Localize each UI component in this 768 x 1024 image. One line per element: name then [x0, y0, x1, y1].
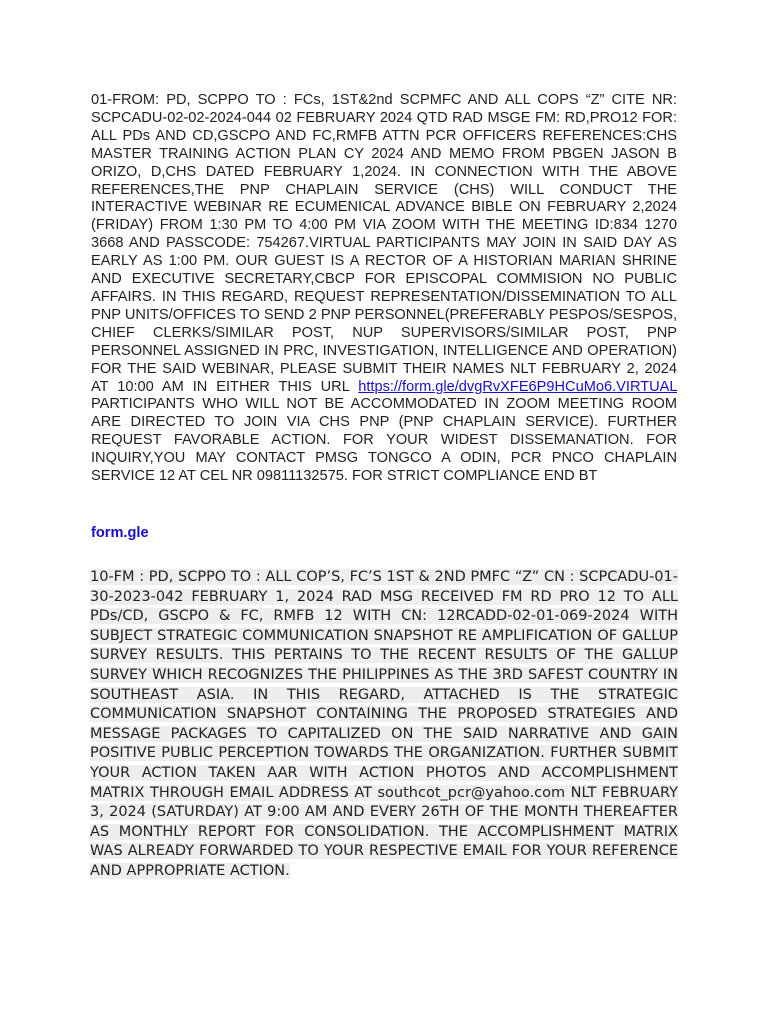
message-1-text: 01-FROM: PD, SCPPO TO : FCs, 1ST&2nd SCPMFC AND ALL COPS “Z” CITE NR: SCPCADU-02-02-2024-044 02 FEBRUARY 2024 QTD RAD MSGE FM: RD,PRO12 FOR: ALL PDs AND CD,GSCPO AND FC,RMFB ATTN PCR OFFICERS REFERENCES:CHS MASTER TRAINING ACTION PLAN CY 2024 AND MEMO FROM PBGEN JASON B ORIZO, D,CHS DATED FEBRUARY 1,2024. IN CONNECTION WITH THE ABOVE REFERENCES,THE PNP CHAPLAIN SERVICE (CHS) WILL CONDUCT THE INTERACTIVE WEBINAR RE ECUMENICAL ADVANCE BIBLE ON FEBRUARY 2,2024 (FRIDAY) FROM 1:30 PM TO 4:00 PM VIA ZOOM WITH THE MEETING ID:834 1270 3668 AND PASSCODE: 754267.VIRTUAL PARTICIPANTS MAY JOIN IN SAID DAY AS EARLY AS 1:00 PM. OUR GUEST IS A RECTOR OF A HISTORIAN MARIAN SHRINE AND EXECUTIVE SECRETARY,CBCP FOR EPISCOPAL COMMISION NO PUBLIC AFFAIRS. IN THIS REGARD, REQUEST REPRESENTATION/DISSEMINATION TO ALL PNP UNITS/OFFICES TO SEND 2 PNP PERSONNEL(PREFERABLY PESPOS/SESPOS, CHIEF CLERKS/SIMILAR POST, NUP SUPERVISORS/SIMILAR POST, PNP PERSONNEL ASSIGNED IN PRC, INVESTIGATION, INTELLIGENCE AND OPERATION) FOR THE SAID WEBINAR, PLEASE SUBMIT THEIR NAMES NLT FEBRUARY 2, 2024 AT 10:00 AM IN EITHER THIS URL [91, 92, 677, 395]
message-1-body [91, 92, 677, 486]
message-2-body [90, 568, 678, 882]
message-2-text: 10-FM : PD, SCPPO TO : ALL COP’S, FC’S 1ST & 2ND PMFC “Z” CN : SCPCADU-01-30-2023-042 FEBRUARY 1, 2024 RAD MSG RECEIVED FM RD PRO 12 TO ALL PDs/CD, GSCPO & FC, RMFB 12 WITH CN: 12RCADD-02-01-069-2024 WITH SUBJECT STRATEGIC COMMUNICATION SNAPSHOT RE AMPLIFICATION OF GALLUP SURVEY RESULTS. THIS PERTAINS TO THE RECENT RESULTS OF THE GALLUP SURVEY WHICH RECOGNIZES THE PHILIPPINES AS THE 3RD SAFEST COUNTRY IN SOUTHEAST ASIA. IN THIS REGARD, ATTACHED IS THE STRATEGIC COMMUNICATION SNAPSHOT CONTAINING THE PROPOSED STRATEGIES AND MESSAGE PACKAGES TO CAPITALIZED ON THE SAID NARRATIVE AND GAIN POSITIVE PUBLIC PERCEPTION TOWARDS THE ORGANIZATION. FURTHER SUBMIT YOUR ACTION TAKEN AAR WITH ACTION PHOTOS AND ACCOMPLISHMENT MATRIX THROUGH EMAIL ADDRESS AT southcot_pcr@yahoo.com NLT FEBRUARY 3, 2024 (SATURDAY) AT 9:00 AM AND EVERY 26TH OF THE MONTH THEREAFTER AS MONTHLY REPORT FOR CONSOLIDATION. THE ACCOMPLISHMENT MATRIX WAS ALREADY FORWARDED TO YOUR RESPECTIVE EMAIL FOR YOUR REFERENCE AND APPROPRIATE ACTION. [90, 569, 678, 879]
message-1-text-continued: PARTICIPANTS WHO WILL NOT BE ACCOMMODATED IN ZOOM MEETING ROOM ARE DIRECTED TO JOIN VIA CHS PNP (PNP CHAPLAIN SERVICE). FURTHER REQUEST FAVORABLE ACTION. FOR YOUR WIDEST DISSEMANATION. FOR INQUIRY,YOU MAY CONTACT PMSG TONGCO A ODIN, PCR PNCO CHAPLAIN SERVICE 12 AT CEL NR 09811132575. FOR STRICT COMPLIANCE END BT [91, 396, 677, 485]
link-preview-title[interactable]: form.gle [91, 525, 149, 541]
form-url-link[interactable]: https://form.gle/dvgRvXFE6P9HCuMo6.VIRTUAL [358, 378, 677, 395]
